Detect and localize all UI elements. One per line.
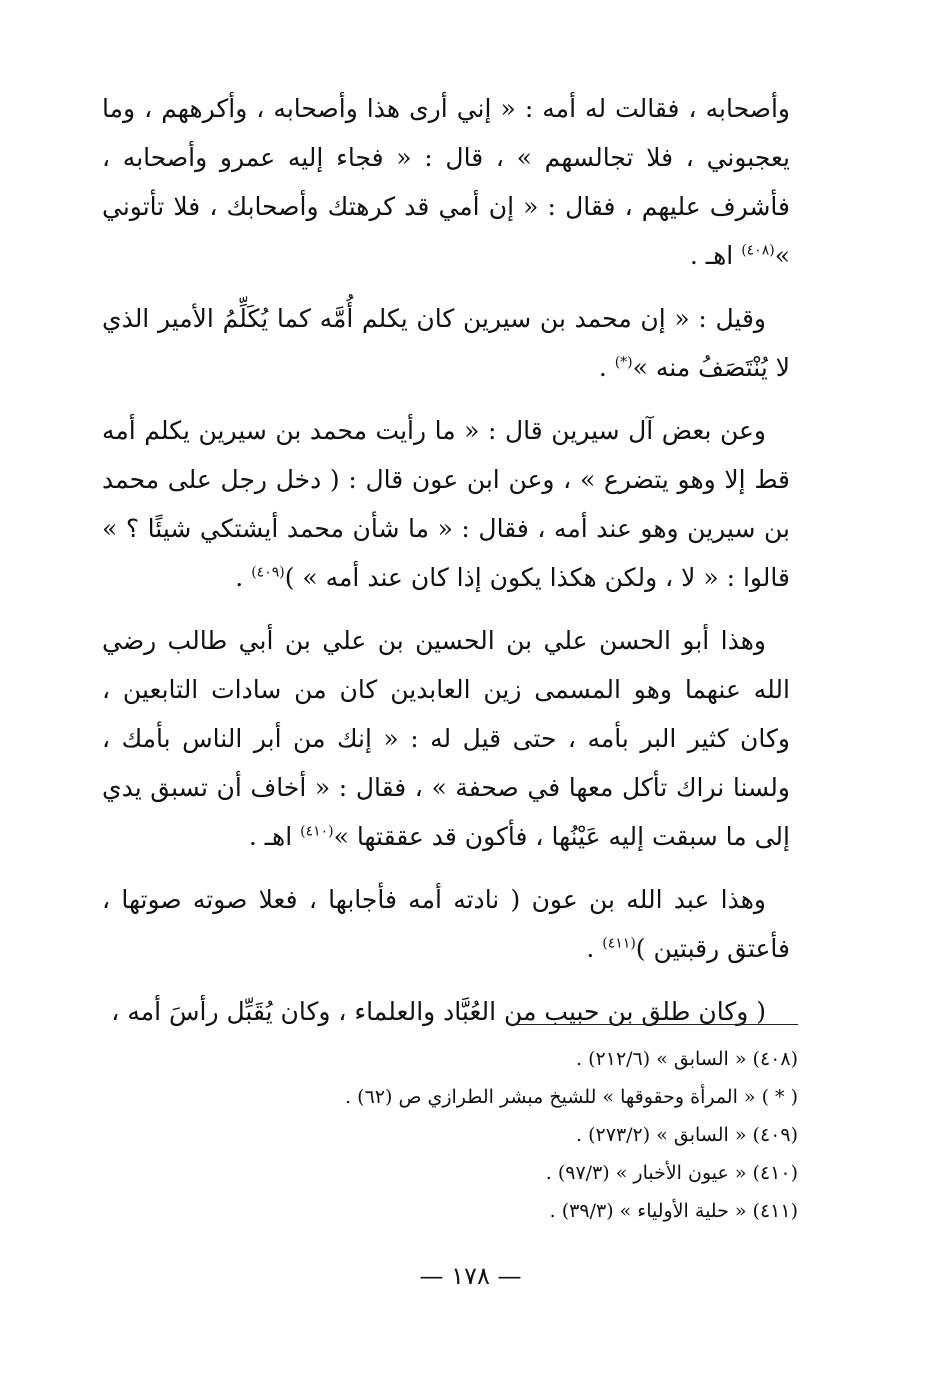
- main-text: [102, 84, 790, 1050]
- footnote: (٤٠٩) « السابق » (٢٧٣/٢) .: [576, 1124, 798, 1146]
- paragraph: ( وكان طلق بن حبيب من العُبَّاد والعلماء ، وكان يُقَبِّل رأسَ أمه ،: [111, 997, 766, 1026]
- footnote-ref[interactable]: (٤٠٩): [251, 564, 285, 581]
- footnote-divider: [508, 1024, 798, 1025]
- page-number: — ١٧٨ —: [419, 1262, 522, 1290]
- footnotes: [102, 1040, 798, 1230]
- footnote: ( * ) « المرأة وحقوقها » للشيخ مبشر الطرازي ص (٦٢) .: [345, 1086, 798, 1108]
- paragraph: وهذا عبد الله بن عون ( نادته أمه فأجابها ، فعلا صوته صوتها ، فأعتق رقبتين )$^{(٤١١)}$ .: [102, 885, 790, 963]
- footnote: (٤٠٨) « السابق » (٢١٢/٦) .: [576, 1048, 798, 1070]
- paragraph: وهذا أبو الحسن علي بن الحسين بن علي بن أبي طالب رضي الله عنهما وهو المسمى زين العابدين كان من سادات التابعين ، وكان كثير البر بأمه ، حتى قيل له : « إنك من أبر الناس بأمك ، ولسنا نراك تأكل معها في صحفة » ، فقال : « أخاف أن تسبق يدي إلى ما سبقت إليه عَيْنُها ، فأكون قد عققتها »$^{(٤١٠)}$ اهـ .: [102, 626, 790, 851]
- footnote-ref[interactable]: (*): [614, 354, 633, 371]
- paragraph: وقيل : « إن محمد بن سيرين كان يكلم أُمَّه كما يُكَلِّمُ الأمير الذي لا يُنْتَصَفُ منه »(*) .: [102, 304, 790, 382]
- footnote-ref[interactable]: (٤١٠): [300, 823, 334, 840]
- paragraph: وأصحابه ، فقالت له أمه : « إني أرى هذا وأصحابه ، وأكرههم ، وما يعجبوني ، فلا تجالسهم » ، قال : « فجاء إليه عمرو وأصحابه ، فأشرف عليهم ، فقال : « إن أمي قد كرهتك وأصحابك ، فلا تأتوني »$^{(٤٠٨)}$ اهـ .: [102, 94, 790, 270]
- footnote: (٤١٠) « عيون الأخبار » (٩٧/٣) .: [545, 1162, 798, 1184]
- footnote-ref[interactable]: (٤٠٨): [741, 242, 775, 259]
- footnote: (٤١١) « حلية الأولياء » (٣٩/٣) .: [549, 1200, 798, 1222]
- footnote-ref[interactable]: (٤١١): [602, 935, 636, 952]
- paragraph: وعن بعض آل سيرين قال : « ما رأيت محمد بن سيرين يكلم أمه قط إلا وهو يتضرع » ، وعن ابن عون قال : ( دخل رجل على محمد بن سيرين وهو عند أمه ، فقال : « ما شأن محمد أيشتكي شيئًا ؟ » قالوا : « لا ، ولكن هكذا يكون إذا كان عند أمه » )$^{(٤٠٩)}$ .: [102, 416, 790, 592]
